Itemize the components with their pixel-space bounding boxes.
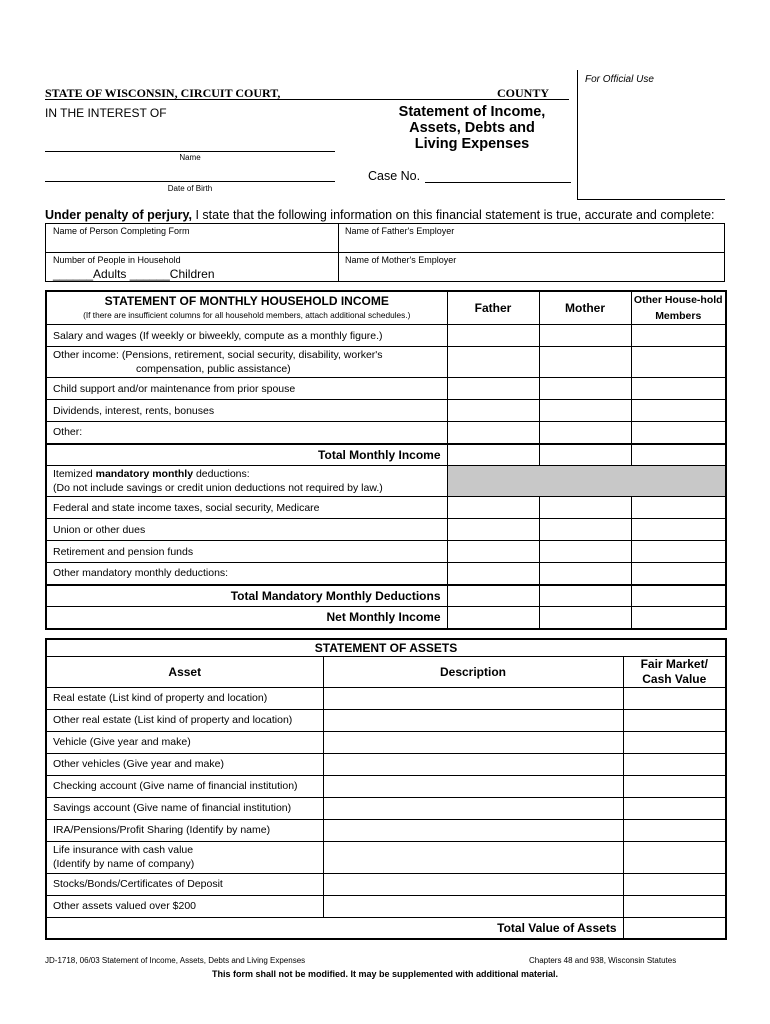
form-id: JD-1718, 06/03 Statement of Income, Assets, Debts and Living Expenses [45, 956, 306, 965]
mother-cell[interactable] [539, 563, 631, 585]
other-cell[interactable] [631, 400, 726, 422]
father-cell[interactable] [447, 378, 539, 400]
asset-label [46, 841, 323, 873]
table-row [46, 841, 726, 873]
value-cell[interactable] [623, 917, 726, 939]
father-cell[interactable] [447, 400, 539, 422]
description-cell[interactable] [323, 731, 623, 753]
person-completing-label[interactable]: Name of Person Completing Form [53, 226, 190, 236]
description-cell[interactable] [323, 873, 623, 895]
shaded-cell [447, 466, 726, 497]
table-row [46, 895, 726, 917]
other-cell[interactable] [631, 325, 726, 347]
itemized-deductions-label [46, 466, 447, 497]
income-subtitle: (If there are insufficient columns for all household members, attach additional schedules.) [83, 310, 411, 320]
value-cell[interactable] [623, 753, 726, 775]
value-cell[interactable] [623, 873, 726, 895]
modification-notice: This form shall not be modified. It may be supplemented with additional material. [211, 969, 559, 979]
value-cell[interactable] [623, 709, 726, 731]
value-cell[interactable] [623, 797, 726, 819]
row-label: Other: [46, 422, 447, 444]
table-row [46, 497, 726, 519]
table-row [46, 378, 726, 400]
father-cell[interactable] [447, 497, 539, 519]
name-label: Name [179, 153, 201, 162]
name-field[interactable] [45, 151, 335, 152]
case-label: Case No. [368, 169, 421, 183]
father-employer-label[interactable]: Name of Father's Employer [345, 226, 455, 236]
children-label: Children [169, 267, 215, 281]
asset-label: Other real estate (List kind of property and location) [46, 709, 323, 731]
asset-label-line: (Identify by name of company) [53, 858, 195, 870]
table-row [46, 325, 726, 347]
description-cell[interactable] [323, 895, 623, 917]
total-row [46, 917, 726, 939]
table-row [46, 422, 726, 444]
other-cell[interactable] [631, 519, 726, 541]
father-cell[interactable] [447, 444, 539, 466]
value-cell[interactable] [623, 841, 726, 873]
father-cell[interactable] [447, 325, 539, 347]
table-row [46, 775, 726, 797]
asset-label: Stocks/Bonds/Certificates of Deposit [46, 873, 323, 895]
other-cell[interactable] [631, 347, 726, 378]
value-cell[interactable] [623, 819, 726, 841]
income-table [45, 290, 727, 630]
row-label: Salary and wages (If weekly or biweekly, compute as a monthly figure.) [46, 325, 447, 347]
dob-label: Date of Birth [167, 184, 213, 193]
col-description: Description [323, 656, 623, 687]
table-row [46, 400, 726, 422]
col-value-line: Fair Market/ [640, 656, 708, 671]
other-cell[interactable] [631, 497, 726, 519]
asset-label: IRA/Pensions/Profit Sharing (Identify by name) [46, 819, 323, 841]
mother-employer-label[interactable]: Name of Mother's Employer [345, 255, 457, 265]
father-cell[interactable] [447, 347, 539, 378]
table-row [46, 819, 726, 841]
father-cell[interactable] [447, 563, 539, 585]
table-row [46, 873, 726, 895]
asset-label-line: Life insurance with cash value [53, 844, 194, 856]
row-label: Other mandatory monthly deductions: [46, 563, 447, 585]
col-other-line: Members [655, 310, 702, 322]
income-title: STATEMENT OF MONTHLY HOUSEHOLD INCOME [104, 294, 389, 308]
asset-label: Other vehicles (Give year and make) [46, 753, 323, 775]
total-row [46, 444, 726, 466]
description-cell[interactable] [323, 753, 623, 775]
asset-label: Savings account (Give name of financial institution) [46, 797, 323, 819]
other-cell[interactable] [631, 563, 726, 585]
father-cell[interactable] [447, 422, 539, 444]
other-cell[interactable] [631, 607, 726, 629]
row-label: Child support and/or maintenance from prior spouse [46, 378, 447, 400]
row-label: Federal and state income taxes, social security, Medicare [46, 497, 447, 519]
household-number-label[interactable]: Number of People in Household [53, 255, 181, 265]
col-mother: Mother [539, 291, 631, 325]
person-info-box [45, 223, 725, 282]
mother-cell[interactable] [539, 585, 631, 607]
col-other-members [631, 291, 726, 325]
total-row [46, 607, 726, 629]
description-cell[interactable] [323, 709, 623, 731]
table-row [46, 687, 726, 709]
father-cell[interactable] [447, 607, 539, 629]
col-asset: Asset [46, 656, 323, 687]
total-monthly-income-label: Total Monthly Income [46, 444, 447, 466]
row-label: Union or other dues [46, 519, 447, 541]
table-row [46, 347, 726, 378]
interest-label: IN THE INTEREST OF [45, 106, 167, 120]
description-cell[interactable] [323, 819, 623, 841]
value-cell[interactable] [623, 895, 726, 917]
table-row [46, 731, 726, 753]
assets-table [45, 638, 727, 940]
table-row [46, 466, 726, 497]
other-cell[interactable] [631, 541, 726, 563]
father-cell[interactable] [447, 541, 539, 563]
total-assets-label: Total Value of Assets [46, 917, 623, 939]
table-row [46, 709, 726, 731]
table-row [46, 541, 726, 563]
income-heading [46, 291, 447, 325]
perjury-statement [45, 208, 715, 222]
itemized-bold: mandatory monthly [95, 468, 194, 480]
description-cell[interactable] [323, 797, 623, 819]
other-cell[interactable] [631, 378, 726, 400]
mother-cell[interactable] [539, 519, 631, 541]
row-label: Dividends, interest, rents, bonuses [46, 400, 447, 422]
form-title [372, 104, 572, 152]
table-row [46, 753, 726, 775]
description-cell[interactable] [323, 687, 623, 709]
mother-cell[interactable] [539, 347, 631, 378]
mother-cell[interactable] [539, 422, 631, 444]
case-number-field[interactable] [425, 182, 571, 183]
statutes: Chapters 48 and 938, Wisconsin Statutes [529, 956, 677, 965]
table-row [46, 519, 726, 541]
dob-field[interactable] [45, 181, 335, 182]
official-use-border-bottom [577, 199, 725, 200]
father-cell[interactable] [447, 585, 539, 607]
total-deductions-label: Total Mandatory Monthly Deductions [46, 585, 447, 607]
row-label-line: compensation, public assistance) [136, 363, 291, 375]
official-use-label: For Official Use [585, 74, 654, 85]
description-cell[interactable] [323, 775, 623, 797]
official-use-border [577, 70, 578, 200]
perjury-bold: Under penalty of perjury, [45, 208, 193, 222]
household-counts[interactable] [53, 267, 215, 281]
mother-cell[interactable] [539, 541, 631, 563]
children-blank[interactable]: ______ [126, 267, 170, 281]
value-cell[interactable] [623, 687, 726, 709]
col-value [623, 656, 726, 687]
row-label-line: Other income: (Pensions, retirement, social security, disability, worker's [53, 349, 383, 361]
row-label: Retirement and pension funds [46, 541, 447, 563]
other-cell[interactable] [631, 585, 726, 607]
title-line: Living Expenses [414, 136, 530, 152]
mother-cell[interactable] [539, 378, 631, 400]
mother-cell[interactable] [539, 444, 631, 466]
mother-cell[interactable] [539, 607, 631, 629]
mother-cell[interactable] [539, 497, 631, 519]
other-cell[interactable] [631, 444, 726, 466]
court-heading: STATE OF WISCONSIN, CIRCUIT COURT, [45, 86, 281, 100]
county-label: COUNTY [497, 86, 550, 100]
asset-label: Real estate (List kind of property and location) [46, 687, 323, 709]
row-label [46, 347, 447, 378]
itemized-text: deductions: [193, 468, 250, 480]
father-cell[interactable] [447, 519, 539, 541]
asset-label: Other assets valued over $200 [46, 895, 323, 917]
itemized-text: Itemized [53, 468, 96, 480]
title-line: Assets, Debts and [409, 120, 535, 136]
asset-label: Vehicle (Give year and make) [46, 731, 323, 753]
itemized-line [53, 467, 447, 481]
col-father: Father [447, 291, 539, 325]
county-line [45, 99, 569, 100]
other-cell[interactable] [631, 422, 726, 444]
assets-title: STATEMENT OF ASSETS [46, 639, 726, 656]
description-cell[interactable] [323, 841, 623, 873]
table-row [46, 797, 726, 819]
net-income-label: Net Monthly Income [46, 607, 447, 629]
col-other-line: Other House-hold [633, 294, 723, 306]
table-row [46, 563, 726, 585]
adults-blank[interactable]: ______ [53, 267, 94, 281]
adults-label: Adults [93, 267, 127, 281]
perjury-text: I state that the following information on this financial statement is true, accurate and complete: [192, 208, 715, 222]
itemized-note: (Do not include savings or credit union deductions not required by law.) [53, 482, 383, 494]
asset-label: Checking account (Give name of financial institution) [46, 775, 323, 797]
value-cell[interactable] [623, 731, 726, 753]
col-value-line: Cash Value [642, 671, 707, 686]
value-cell[interactable] [623, 775, 726, 797]
total-row [46, 585, 726, 607]
mother-cell[interactable] [539, 325, 631, 347]
mother-cell[interactable] [539, 400, 631, 422]
title-line: Statement of Income, [398, 104, 546, 120]
